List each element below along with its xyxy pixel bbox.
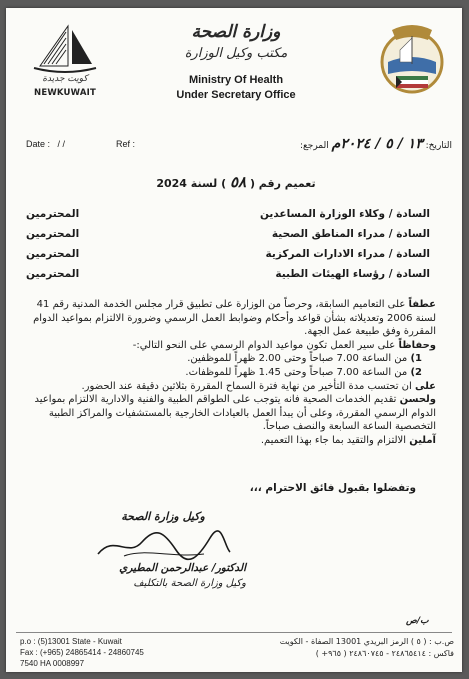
recipient-row xyxy=(26,248,430,268)
office-name-english: Under Secretary Office xyxy=(176,89,296,101)
circular-body xyxy=(32,298,436,448)
date-arabic xyxy=(234,136,452,152)
paragraph-compliance xyxy=(32,434,436,448)
circular-number: ٥٨ xyxy=(229,173,247,191)
footer-fax-arabic: فاكس : ٢٤٨٦٥٤١٤ - ٢٤٨٦٠٧٤٥ ( ٩٦٥+ ) xyxy=(315,649,454,658)
recipient-name: السادة / مدراء الادارات المركزية xyxy=(265,248,430,260)
recipient-row xyxy=(26,228,430,248)
handwritten-signature-icon xyxy=(94,528,234,566)
paragraph-text: ان تحتسب مدة التأخير من نهاية فترة السماح المقررة بثلاثين دقيقة عند الحضور. xyxy=(81,380,415,392)
paragraph-text: على سير العمل تكون مواعيد الدوام الرسمي على النحو التالي:- xyxy=(132,339,399,351)
paragraph-text: الالتزام والتقيد بما جاء بهذا التعميم. xyxy=(260,434,410,446)
paragraph-delay xyxy=(32,380,436,394)
sail-icon xyxy=(30,18,100,74)
kuwait-emblem-icon xyxy=(378,22,446,100)
footer-code: 7540 HA 0008997 xyxy=(20,659,85,668)
recipient-name: السادة / رؤساء الهيئات الطبية xyxy=(275,268,430,280)
footer-address: p.o : (5)13001 State - Kuwait xyxy=(20,637,122,646)
doctor-name: الدكتور/ عبدالرحمن المطيري xyxy=(119,562,246,574)
hours-item-women xyxy=(32,366,436,380)
paragraph-hours xyxy=(32,339,436,353)
recipient-honorific: المحترمين xyxy=(26,228,80,240)
paragraph-lead: على xyxy=(414,380,436,392)
recipient-row xyxy=(26,268,430,288)
acting-title: وكيل وزارة الصحة بالتكليف xyxy=(133,578,246,589)
recipient-honorific: المحترمين xyxy=(26,248,80,260)
date-slashes: / / xyxy=(57,139,66,149)
circular-suffix: ) لسنة 2024 xyxy=(156,177,227,190)
brand-english: NEWKUWAIT xyxy=(34,88,96,98)
brand-arabic: كويت جديدة xyxy=(42,74,88,84)
paragraph-lead: عطفاً xyxy=(408,299,436,310)
hours-item-men xyxy=(32,352,436,366)
circular-title xyxy=(146,173,326,191)
date-value-handwritten: ١٣ / ٥ / ٢٠٢٤م xyxy=(331,136,423,152)
date-label-english xyxy=(26,139,65,149)
paragraph-intro xyxy=(32,298,436,339)
document-page xyxy=(6,8,462,672)
office-name-arabic: مكتب وكيل الوزارة xyxy=(184,46,288,61)
new-kuwait-logo xyxy=(30,18,100,104)
recipient-name: السادة / مدراء المناطق الصحية xyxy=(271,228,430,240)
item-text: من الساعة 7.00 صباحاً وحتى 2.00 ظهراً للموظفين. xyxy=(187,353,408,365)
date-label-text: Date : xyxy=(26,139,51,149)
date-label-arabic: التاريخ: xyxy=(425,141,452,151)
ministry-name-english: Ministry Of Health xyxy=(188,74,284,86)
signer-title: وكيل وزارة الصحة xyxy=(121,510,205,523)
initials: ب/ص xyxy=(406,616,429,626)
footer-fax: Fax : (+965) 24865414 - 24860745 xyxy=(20,648,144,657)
paragraph-services xyxy=(32,393,436,434)
paragraph-lead: وحفاظاً xyxy=(398,339,436,351)
recipient-name: السادة / وكلاء الوزارة المساعدين xyxy=(259,208,430,220)
closing-remark: وتفضلوا بقبول فائق الاحترام ،،، xyxy=(249,482,416,494)
item-number: 1) xyxy=(410,353,422,365)
circular-prefix: تعميم رقم ( xyxy=(249,177,316,190)
ministry-name-arabic: وزارة الصحة xyxy=(191,22,281,42)
ref-label-arabic: المرجع: xyxy=(299,141,329,151)
recipient-row xyxy=(26,208,430,228)
paragraph-lead: آملين xyxy=(409,434,436,446)
footer-arabic xyxy=(236,636,454,660)
paragraph-lead: ولحسن xyxy=(399,394,436,406)
paragraph-text: على التعاميم السابقة، وحرصاً من الوزارة على تطبيق قرار مجلس الخدمة المدنية رقم 41 لسنة 2006 وتعديلاته بشأن قواعد وأحكام وضوابط العمل الرسمي وضرورة الالتزام بمواعيد الدوام المقررة وفق طبيعة عمل الجهة. xyxy=(33,299,436,338)
recipient-honorific: المحترمين xyxy=(26,208,80,220)
paragraph-text: تقديم الخدمات الصحية فانه يتوجب على الطواقم الطبية والفنية والادارية الالتزام بمواعيد الدوام الرسمي المقررة، وعلى أن يبدأ العمل بالعيادات الخارجية بالمستشفيات والمراكز الطبية التخصصية الساعة السابعة والنصف صباحاً. xyxy=(34,394,436,433)
recipient-honorific: المحترمين xyxy=(26,268,80,280)
item-text: من الساعة 7.00 صباحاً وحتى 1.45 ظهراً للموظفات. xyxy=(185,366,408,378)
footer-address-arabic: ص.ب : ( ٥ ) الرمز البريدي 13001 الصفاة - الكويت xyxy=(279,637,454,646)
footer-english xyxy=(20,636,144,669)
item-number: 2) xyxy=(410,366,422,378)
recipients-list xyxy=(26,208,430,288)
ref-label-english: Ref : xyxy=(116,139,136,149)
footer-divider xyxy=(16,632,452,633)
